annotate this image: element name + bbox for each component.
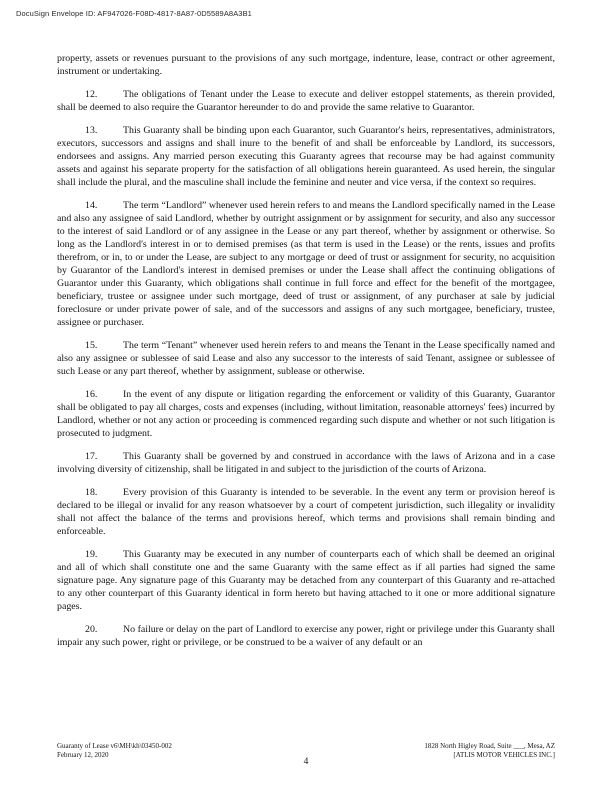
paragraph-continuation xyxy=(57,52,555,78)
paragraph-13 xyxy=(57,124,555,189)
paragraph-16 xyxy=(57,388,555,440)
paragraph-12 xyxy=(57,88,555,114)
paragraph-15 xyxy=(57,339,555,378)
paragraph-17 xyxy=(57,450,555,476)
docusign-envelope-id: DocuSign Envelope ID: AF947026-F08D-4817-8A87-0D5589A8A3B1 xyxy=(16,9,252,18)
footer-address: 1828 North Higley Road, Suite ___, Mesa, AZ xyxy=(424,742,555,750)
paragraph-text: This Guaranty shall be binding upon each Guarantor, such Guarantor's heirs, representatives, administrators, executors, successors and assigns and shall inure to the benefit of and shall be enforceable by Landlord, its successors, endorsees and assigns. Any married person executing this Guaranty agrees that recourse may be had against community assets and against his separate property for the satisfaction of all obligations herein guaranteed. As used herein, the singular shall include the plural, and the masculine shall include the feminine and neuter and vice versa, if the context so requires. xyxy=(57,125,555,188)
paragraph-number: 14. xyxy=(85,200,98,211)
paragraph-text: The term “Landlord” whenever used herein refers to and means the Landlord specifically named in the Lease and also any assignee of said Landlord, whether by outright assignment or by assignment for security, and also any successor to the interest of said Landlord or of any assignee in the Lease or any part thereof, whether by assignment or otherwise. So long as the Landlord's interest in or to demised premises (as that term is used in the Lease) or the rents, issues and profits therefrom, or in, to or under the Lease, are subject to any mortgage or deed of trust or assignment for security, no acquisition by Guarantor of the Landlord's interest in demised premises or under the Lease shall affect the continuing obligations of Guarantor under this Guaranty, which obligations shall continue in full force and effect for the benefit of the mortgagee, beneficiary, trustee or assignee under such mortgage, deed of trust or assignment, of any purchaser at sale by judicial foreclosure or under private power of sale, and of the successors and assigns of any such mortgagee, beneficiary, trustee, assignee or purchaser. xyxy=(57,200,555,328)
paragraph-text: Every provision of this Guaranty is intended to be severable. In the event any term or provision hereof is declared to be illegal or invalid for any reason whatsoever by a court of competent jurisdiction, such illegality or invalidity shall not affect the balance of the terms and provisions hereof, which terms and provisions shall remain binding and enforceable. xyxy=(57,487,555,537)
paragraph-text: The term “Tenant” whenever used herein refers to and means the Tenant in the Lease specifically named and also any assignee or sublessee of said Lease and also any successor to the interests of said Tenant, assignee or sublessee of such Lease or any part thereof, whether by assignment, sublease or otherwise. xyxy=(57,340,555,377)
paragraph-number: 18. xyxy=(85,487,98,498)
paragraph-text: The obligations of Tenant under the Lease to execute and deliver estoppel statements, as therein provided, shall be deemed to also require the Guarantor hereunder to do and provide the same relative to Guarantor. xyxy=(57,89,555,113)
paragraph-number: 15. xyxy=(85,340,98,351)
paragraph-text: In the event of any dispute or litigation regarding the enforcement or validity of this Guaranty, Guarantor shall be obligated to pay all charges, costs and expenses (including, without limitation, reasonable attorneys' fees) incurred by Landlord, whether or not any action or proceeding is commenced regarding such dispute and whether or not such litigation is prosecuted to judgment. xyxy=(57,389,555,439)
paragraph-number: 19. xyxy=(85,549,98,560)
footer-company: [ATLIS MOTOR VEHICLES INC.] xyxy=(453,750,555,759)
paragraph-19 xyxy=(57,548,555,613)
paragraph-text: property, assets or revenues pursuant to the provisions of any such mortgage, indenture, lease, contract or other agreement, instrument or undertaking. xyxy=(57,53,555,77)
paragraph-20 xyxy=(57,623,555,649)
paragraph-text: This Guaranty may be executed in any number of counterparts each of which shall be deemed an original and all of which shall constitute one and the same Guaranty with the same effect as if all parties had signed the same signature page. Any signature page of this Guaranty may be detached from any counterpart of this Guaranty and re-attached to any other counterpart of this Guaranty identical in form hereto but having attached to it one or more additional signature pages. xyxy=(57,549,555,612)
paragraph-number: 17. xyxy=(85,451,98,462)
paragraph-14 xyxy=(57,199,555,329)
paragraph-number: 13. xyxy=(85,125,98,136)
paragraph-text: This Guaranty shall be governed by and construed in accordance with the laws of Arizona and in a case involving diversity of citizenship, shall be litigated in and subject to the jurisdiction of the courts of Arizona. xyxy=(57,451,555,475)
footer-date: February 12, 2020 xyxy=(57,750,109,759)
paragraph-text: No failure or delay on the part of Landlord to exercise any power, right or privilege under this Guaranty shall impair any such power, right or privilege, or be construed to be a waiver of any default or an xyxy=(57,624,555,648)
paragraph-number: 16. xyxy=(85,389,98,400)
footer-doc-ref: Guaranty of Lease v6\MH\kh\03450-002 xyxy=(57,742,172,750)
paragraph-number: 12. xyxy=(85,89,98,100)
page-number: 4 xyxy=(303,757,309,767)
document-body xyxy=(57,52,555,659)
paragraph-18 xyxy=(57,486,555,538)
paragraph-number: 20. xyxy=(85,624,98,635)
